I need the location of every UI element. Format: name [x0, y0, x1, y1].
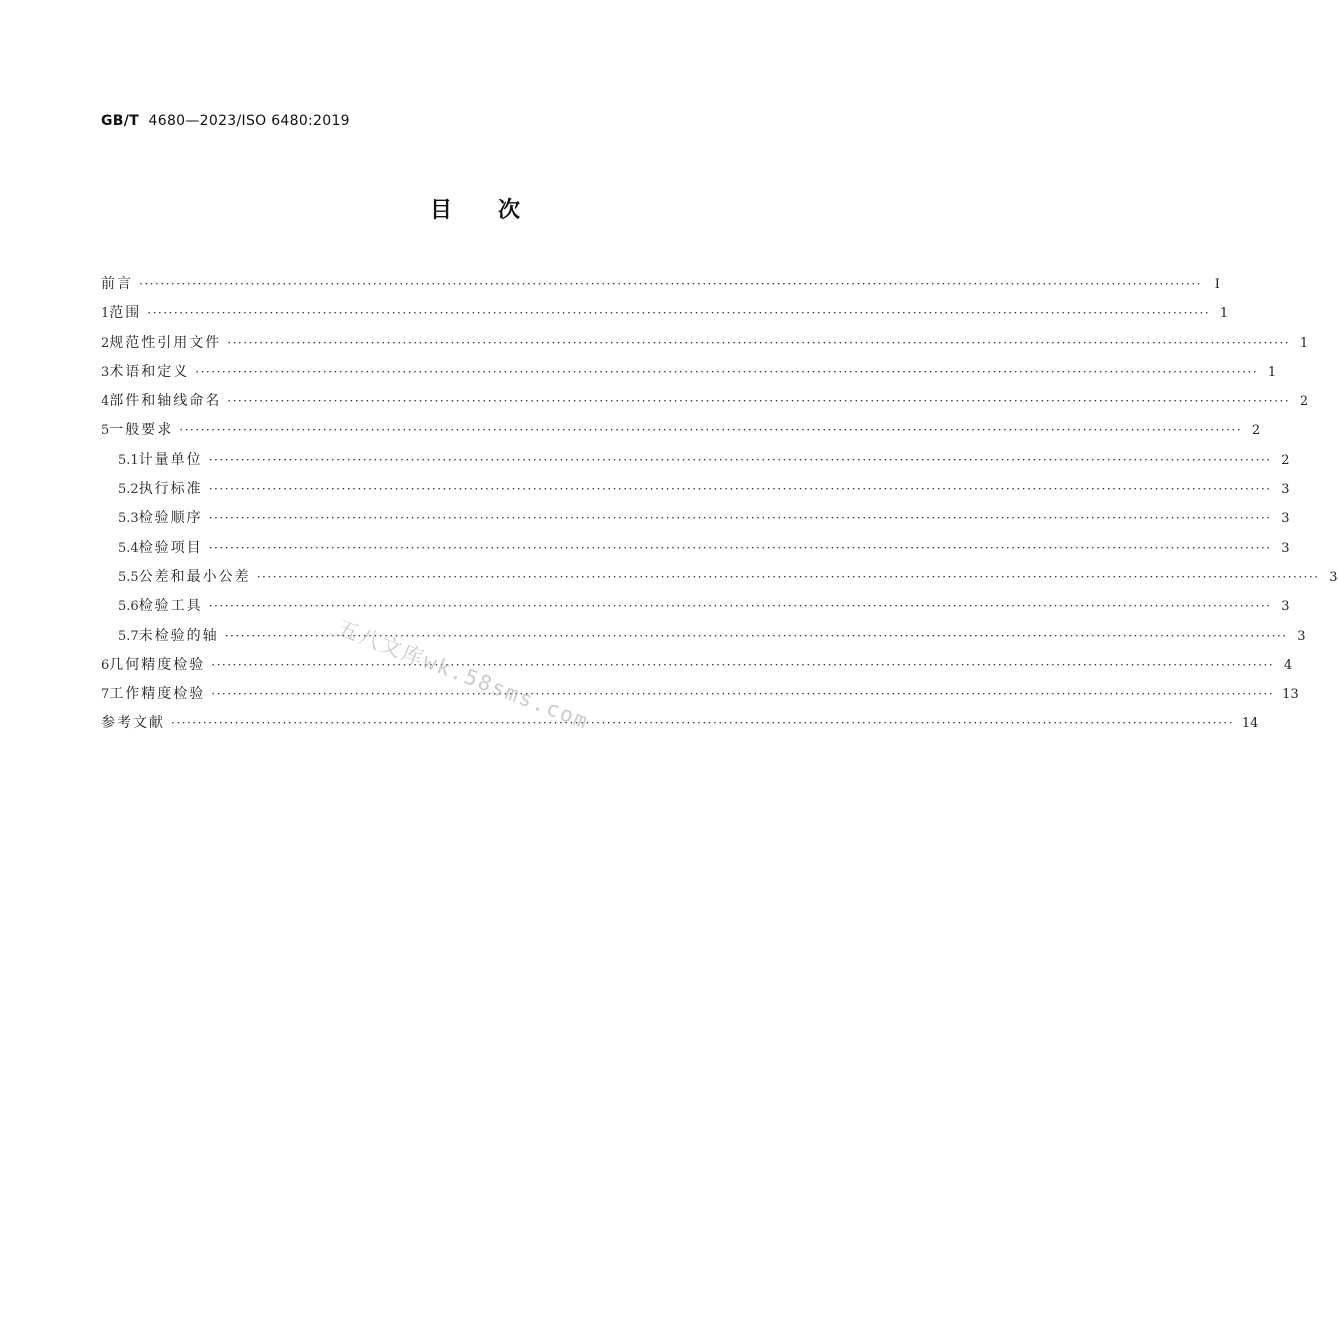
toc-entry-page: 3	[1281, 511, 1290, 527]
toc-leader-dots: ········································································································································································································	[208, 482, 1272, 497]
toc-entry-page: 3	[1329, 569, 1338, 585]
toc-entry-title: 公差和最小公差	[138, 568, 251, 585]
toc-entry[interactable]	[101, 270, 1220, 299]
toc-entry-title: 检验顺序	[138, 510, 203, 527]
toc-entry[interactable]	[101, 534, 1290, 563]
toc-entry[interactable]	[101, 387, 1309, 416]
toc-leader-dots: ········································································································································································································	[211, 687, 1275, 702]
toc-entry[interactable]	[101, 563, 1338, 592]
toc-entry-page: 2	[1281, 452, 1290, 468]
toc-entry-page: 1	[1267, 364, 1277, 380]
toc-entry-title: 未检验的轴	[138, 627, 219, 644]
toc-entry[interactable]	[101, 446, 1290, 475]
toc-entry-number: 5.1	[118, 452, 139, 468]
toc-entry-number: 6	[101, 657, 110, 673]
toc-entry-number: 4	[101, 394, 110, 410]
toc-entry-page: 4	[1283, 657, 1293, 673]
toc-entry[interactable]	[101, 592, 1290, 621]
toc-entry-title: 计量单位	[138, 451, 203, 468]
toc-entry-title: 工作精度检验	[109, 686, 206, 703]
toc-entry-number: 5.3	[118, 511, 139, 527]
toc-entry-title: 规范性引用文件	[109, 334, 222, 351]
toc-entry[interactable]	[101, 680, 1299, 709]
toc-entry-page: 1	[1299, 335, 1309, 351]
toc-leader-dots: ········································································································································································································	[208, 511, 1272, 526]
toc-entry-page: 14	[1241, 716, 1259, 732]
standard-number-header	[101, 113, 350, 129]
toc-entry-number: 5.7	[118, 628, 139, 644]
toc-leader-dots: ········································································································································································································	[211, 657, 1275, 672]
toc-leader-dots: ········································································································································································································	[139, 277, 1202, 291]
toc-entry-page: Ⅰ	[1214, 277, 1220, 292]
toc-leader-dots: ········································································································································································································	[147, 306, 1211, 321]
toc-leader-dots: ········································································································································································································	[208, 540, 1272, 555]
toc-entry-number: 5.6	[118, 599, 139, 615]
toc-entry-title: 参考文献	[101, 715, 165, 732]
toc-entry-title: 几何精度检验	[109, 656, 206, 673]
toc-entry[interactable]	[101, 651, 1293, 680]
toc-leader-dots: ········································································································································································································	[224, 628, 1288, 643]
toc-entry[interactable]	[101, 416, 1261, 445]
toc-leader-dots: ········································································································································································································	[179, 423, 1243, 438]
toc-entry-number: 5.4	[118, 540, 139, 556]
toc-entry[interactable]	[101, 475, 1290, 504]
toc-entry[interactable]	[101, 358, 1277, 387]
toc-entry[interactable]	[101, 622, 1306, 651]
toc-entry-number: 5.2	[118, 482, 139, 498]
toc-leader-dots: ········································································································································································································	[171, 716, 1234, 731]
standard-code: GB/T	[101, 113, 140, 129]
toc-entry[interactable]	[101, 504, 1290, 533]
toc-entry-number: 3	[101, 364, 110, 380]
toc-leader-dots: ········································································································································································································	[256, 569, 1320, 584]
toc-entry[interactable]	[101, 299, 1229, 328]
toc-leader-dots: ········································································································································································································	[227, 335, 1291, 350]
toc-entry-page: 2	[1299, 394, 1309, 410]
toc-entry-page: 2	[1251, 423, 1261, 439]
toc-leader-dots: ········································································································································································································	[195, 364, 1259, 379]
toc-entry-page: 3	[1281, 599, 1290, 615]
toc-leader-dots: ········································································································································································································	[208, 452, 1272, 467]
toc-entry-number: 5	[101, 423, 110, 439]
toc-entry-page: 1	[1219, 306, 1229, 322]
toc-entry-page: 3	[1281, 540, 1290, 556]
toc-entry-title: 术语和定义	[109, 363, 190, 380]
toc-entry-number: 1	[101, 306, 110, 322]
toc-entry-title: 范围	[109, 305, 142, 322]
toc-entry-title: 部件和轴线命名	[109, 393, 222, 410]
toc-entry[interactable]	[101, 329, 1309, 358]
toc-entry-title: 检验工具	[138, 598, 203, 615]
toc-entry-number: 2	[101, 335, 110, 351]
toc-entry-page: 13	[1282, 687, 1299, 703]
toc-entry-title: 一般要求	[109, 422, 174, 439]
toc-entry[interactable]	[101, 709, 1259, 738]
table-of-contents	[101, 270, 1338, 739]
toc-leader-dots: ········································································································································································································	[208, 599, 1272, 614]
toc-entry-page: 3	[1297, 628, 1306, 644]
toc-entry-page: 3	[1281, 482, 1290, 498]
toc-entry-title: 执行标准	[138, 481, 203, 498]
toc-entry-number: 7	[101, 687, 110, 703]
toc-entry-title: 前言	[101, 276, 133, 292]
standard-number: 4680—2023/ISO 6480:2019	[148, 113, 350, 129]
toc-title: 目次	[429, 198, 566, 223]
toc-leader-dots: ········································································································································································································	[227, 394, 1291, 409]
watermark: 五八文库wk.58sms.com	[333, 615, 593, 735]
toc-entry-title: 检验项目	[138, 539, 203, 556]
toc-entry-number: 5.5	[118, 569, 139, 585]
